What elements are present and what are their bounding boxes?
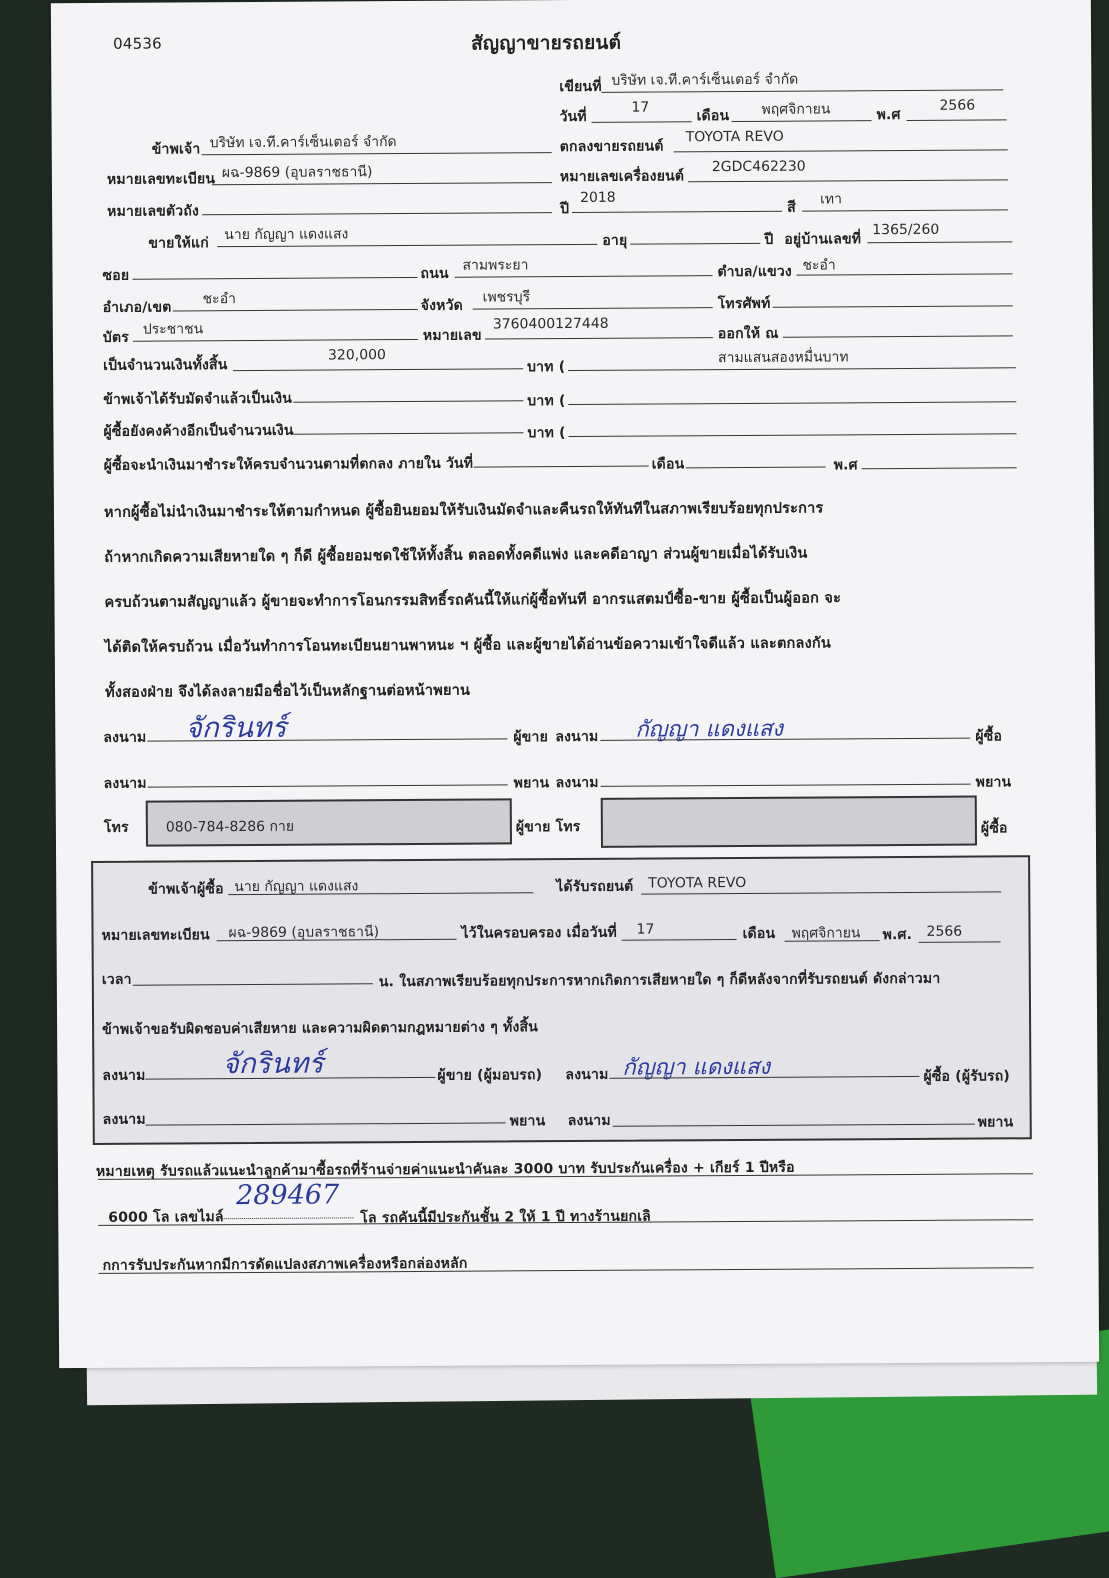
province-line (473, 307, 713, 309)
date-label: วันที่ (559, 108, 587, 126)
receipt-buyer-role: ผู้ซื้อ (ผู้รับรถ) (923, 1068, 1011, 1085)
remaining-line (293, 432, 523, 434)
receipt-plate-value: ผฉ-9869 (อุบลราชธานี) (228, 924, 380, 942)
car-year-label: ปี (560, 201, 570, 218)
written-at-value: บริษัท เจ.ที.คาร์เซ็นเตอร์ จำกัด (611, 71, 799, 89)
seller-label: ข้าพเจ้า (151, 141, 201, 158)
year-line (907, 119, 1007, 121)
terms-line-1: หากผู้ซื้อไม่นำเงินมาชำระให้ตามกำหนด ผู้ซื้อยินยอมให้รับเงินมัดจำและคืนรถให้ทันทีในสภาพเรียบร้อยทุกประการ (103, 500, 824, 521)
seller-name: บริษัท เจ.ที.คาร์เซ็นเตอร์ จำกัด (209, 134, 397, 152)
due-month-line (686, 466, 826, 468)
card-label: บัตร (102, 329, 130, 346)
phone-line (773, 305, 1013, 307)
year-value: 2566 (939, 97, 976, 114)
received-car-value: TOYOTA REVO (648, 874, 747, 892)
province-label: จังหวัด (420, 297, 463, 314)
soi-line (133, 277, 418, 280)
road-label: ถนน (420, 265, 449, 282)
receipt-witness2-sign-label: ลงนาม (567, 1112, 611, 1130)
contract-sheet (51, 0, 1099, 1368)
card-no-line (485, 337, 713, 339)
receipt-buyer-label: ข้าพเจ้าผู้ซื้อ (148, 881, 224, 898)
card-type-value: ประชาชน (142, 321, 204, 338)
terms-line-5: ทั้งสองฝ่าย จึงได้ลงลายมือชื่อไว้เป็นหลักฐานต่อหน้าพยาน (105, 682, 471, 701)
note-line-1: หมายเหตุ รับรถแล้วแนะนำลูกค้ามาซื้อรถที่ร้านจ่ายค่าแนะนำคันละ 3000 บาท รับประกันเครื่อง + เกียร์ 1 ปีหรือ (95, 1159, 795, 1180)
issued-line (783, 335, 1013, 337)
deposit-line (293, 400, 523, 402)
day-value: 17 (631, 99, 650, 116)
car-model: TOYOTA REVO (685, 128, 784, 146)
color-label: สี (787, 199, 796, 216)
month-label: เดือน (696, 108, 730, 125)
subdistrict-value: ชะอำ (802, 257, 836, 274)
house-line (867, 241, 1012, 243)
phone-row-label: โทร (103, 819, 129, 836)
remaining-words-line (568, 433, 1016, 437)
receipt-buyer-name: นาย กัญญา แดงแสง (234, 878, 359, 896)
month-line (732, 120, 872, 122)
province-value: เพชรบุรี (482, 289, 531, 306)
due-year-label: พ.ศ (833, 457, 858, 474)
buyer-sign-label: ลงนาม (555, 728, 599, 746)
due-year-line (862, 467, 1017, 469)
total-label: เป็นจำนวนเงินทั้งสิ้น (103, 357, 228, 374)
issued-label: ออกให้ ณ (717, 325, 779, 343)
witness1-sign-label: ลงนาม (103, 775, 147, 792)
note-line-2a: 6000 โล เลขไมล์ (108, 1209, 224, 1226)
phone-label: โทรศัพท์ (717, 295, 771, 313)
receipt-seller-signature: จักรินทร์ (222, 1046, 324, 1081)
due-month-label: เดือน (651, 456, 685, 473)
possession-month-label: เดือน (742, 925, 776, 942)
road-line (455, 275, 713, 278)
plate-label: หมายเลขทะเบียน (106, 171, 216, 188)
note-line-2b: โล รถคันนี้มีประกันชั้น 2 ให้ 1 ปี ทางร้านยกเลิ (360, 1208, 652, 1227)
chassis-line (202, 212, 552, 215)
seller-signature: จักรินทร์ (185, 710, 287, 745)
possession-year-label: พ.ศ. (882, 926, 913, 944)
remaining-baht-label: บาท ( (527, 425, 566, 442)
terms-line-3: ครบถ้วนตามสัญญาแล้ว ผู้ขายจะทำการโอนกรรมสิทธิ์รถคันนี้ให้แก่ผู้ซื้อทันที อากรแสตมป์ซื้อ-ขาย ผู้ซื้อเป็นผู้ออก จะ (104, 590, 842, 611)
witness2-sign-label: ลงนาม (555, 774, 599, 792)
buyer-name: นาย กัญญา แดงแสง (224, 226, 349, 244)
total-words-line (568, 367, 1016, 371)
card-no-value: 3760400127448 (492, 315, 609, 333)
possession-year: 2566 (926, 923, 963, 940)
due-label: ผู้ซื้อจะนำเงินมาชำระให้ครบจำนวนตามที่ตกลง ภายใน วันที่ (103, 455, 474, 474)
mileage-dots (218, 1217, 353, 1219)
house-value: 1365/260 (872, 221, 940, 239)
age-line (630, 243, 760, 245)
age-label: อายุ (602, 232, 628, 249)
seller-sign-label: ลงนาม (103, 729, 147, 746)
engine-value: 2GDC462230 (711, 158, 806, 176)
possession-day: 17 (636, 921, 655, 938)
deposit-baht-label: บาท ( (527, 393, 566, 410)
vehicle-receipt-box (91, 855, 1032, 1145)
car-year-line (572, 211, 782, 213)
years-label: ปี (764, 231, 774, 248)
seller-phone-value: 080-784-8286 กาย (165, 818, 295, 836)
district-line (173, 309, 418, 311)
seller-role-label: ผู้ขาย (513, 729, 549, 746)
subdistrict-label: ตำบล/แขวง (717, 263, 792, 281)
total-baht-label: บาท ( (527, 359, 566, 376)
house-label: อยู่บ้านเลขที่ (784, 231, 862, 248)
sell-to-label: ขายให้แก่ (148, 235, 209, 252)
buyer-phone-box (601, 796, 977, 848)
plate-value: ผฉ-9869 (อุบลราชธานี) (221, 164, 373, 182)
engine-label: หมายเลขเครื่องยนต์ (559, 168, 685, 186)
year-label: พ.ศ (876, 107, 901, 124)
written-at-label: เขียนที่ (559, 78, 602, 96)
received-car-label: ได้รับรถยนต์ (556, 878, 634, 896)
receipt-witness1-sign-label: ลงนาม (102, 1111, 146, 1128)
total-words: สามแสนสองหมื่นบาท (717, 349, 849, 367)
time-label: เวลา (101, 971, 132, 988)
possession-month: พฤศจิกายน (791, 925, 861, 942)
receipt-buyer-sign-label: ลงนาม (565, 1066, 609, 1084)
day-line (592, 121, 692, 123)
deposit-label: ข้าพเจ้าได้รับมัดจำแล้วเป็นเงิน (103, 390, 293, 408)
terms-line-2: ถ้าหากเกิดความเสียหายใด ๆ ก็ดี ผู้ซื้อยอมชดใช้ให้ทั้งสิ้น ตลอดทั้งคดีแพ่ง และคดีอาญา ส่วนผู้ขายเมื่อได้รับเงิน (104, 545, 808, 566)
buyer-role-label: ผู้ซื้อ (975, 728, 1003, 745)
district-value: ชะอำ (202, 291, 236, 308)
due-day-line (474, 466, 649, 468)
witness2-sign-line (601, 784, 971, 787)
receipt-witness1-label: พยาน (509, 1113, 546, 1130)
chassis-label: หมายเลขตัวถัง (107, 203, 200, 220)
remaining-label: ผู้ซื้อยังคงค้างอีกเป็นจำนวนเงิน (103, 422, 294, 440)
color-line (802, 209, 1008, 211)
witness1-sign-line (148, 784, 508, 787)
month-value: พฤศจิกายน (761, 101, 831, 118)
mileage-handwritten: 289467 (236, 1179, 340, 1212)
receipt-buyer-signature: กัญญา แดงแสง (622, 1054, 771, 1081)
buyer-signature: กัญญา แดงแสง (635, 716, 784, 743)
car-year-value: 2018 (579, 189, 616, 206)
receipt-witness2-label: พยาน (977, 1114, 1014, 1131)
doc-title: สัญญาขายรถยนต์ (471, 31, 622, 55)
soi-label: ซอย (102, 267, 130, 284)
condition-text: น. ในสภาพเรียบร้อยทุกประการหากเกิดการเสียหายใด ๆ ก็ดีหลังจากที่รับรถยนต์ ดังกล่าวมา (378, 970, 941, 991)
agree-sell-label: ตกลงขายรถยนต์ (559, 138, 664, 156)
note-line-3: กการรับประกันหากมีการดัดแปลงสภาพเครื่องหรือกล่องหลัก (102, 1255, 468, 1274)
color-value: เทา (820, 191, 842, 208)
engine-line (688, 179, 1008, 182)
receipt-seller-sign-label: ลงนาม (102, 1067, 146, 1084)
card-no-label: หมายเลข (422, 327, 482, 344)
witness1-label: พยาน (513, 775, 550, 792)
possession-label: ไว้ในครอบครอง เมื่อวันที่ (461, 924, 617, 942)
liability-text: ข้าพเจ้าขอรับผิดชอบค่าเสียหาย และความผิดตามกฎหมายต่าง ๆ ทั้งสิ้น (102, 1019, 539, 1038)
total-line (233, 368, 523, 371)
deposit-words-line (568, 401, 1016, 405)
seller-phone-label: ผู้ขาย โทร (515, 818, 581, 836)
district-label: อำเภอ/เขต (102, 299, 172, 316)
road-value: สามพระยา (462, 257, 529, 274)
doc-number: 04536 (113, 34, 162, 53)
subdistrict-line (797, 273, 1013, 275)
car-model-line (674, 149, 1008, 152)
receipt-plate-label: หมายเลขทะเบียน (101, 927, 210, 944)
total-value: 320,000 (327, 347, 386, 364)
witness2-label: พยาน (975, 774, 1012, 791)
receipt-seller-role: ผู้ขาย (ผู้มอบรถ) (437, 1067, 543, 1084)
buyer-phone-label: ผู้ซื้อ (980, 820, 1008, 837)
terms-line-4: ได้ติดให้ครบถ้วน เมื่อวันทำการโอนทะเบียนยานพาหนะ ฯ ผู้ซื้อ และผู้ขายได้อ่านข้อความเข้าใจดีแล้ว และตกลงกัน (104, 635, 832, 656)
